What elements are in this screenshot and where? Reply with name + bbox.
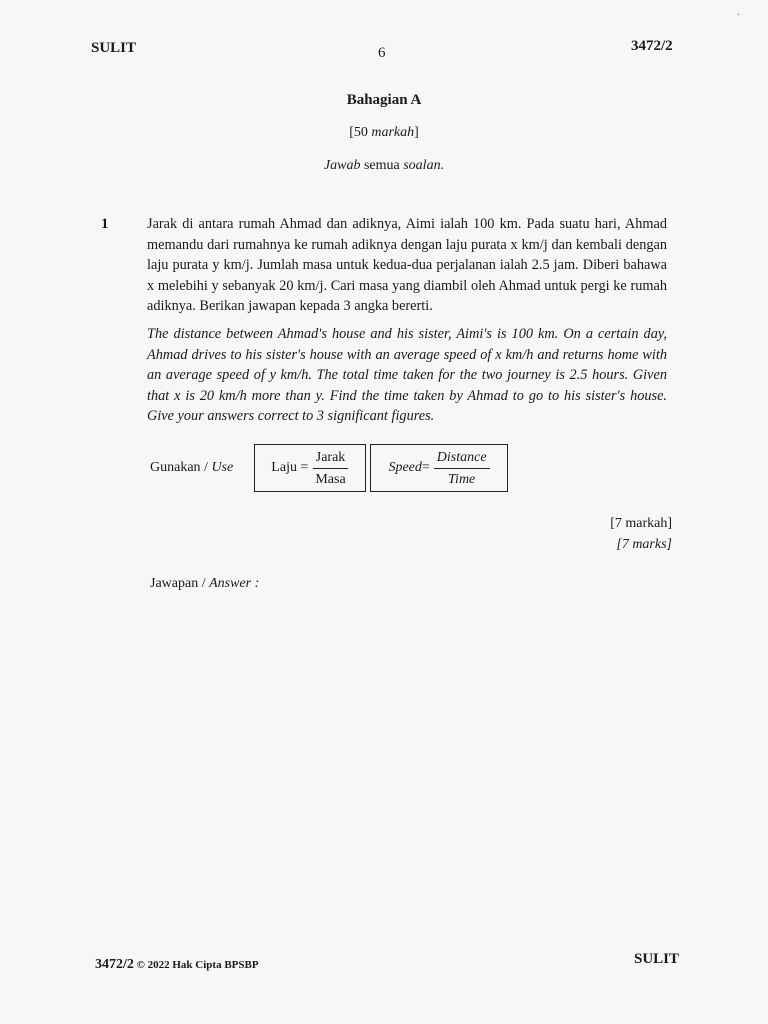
margin-mark: · (737, 10, 741, 21)
formula-malay-fraction (312, 449, 348, 488)
section-title: Bahagian A (346, 92, 422, 108)
section-instruction: Jawab semua soalan. (323, 158, 445, 173)
question-text-english: The distance between Ahmad's house and his sister, Aimi's is 100 km. On a certain day, Ahmad drives to his sister's house with an average speed of x km/h and returns home with an average speed of y km/h. The total time taken for the two journey is 2.5 hours. Given that x is 20 km/h more than y. Find the time taken by Ahmad to go to his sister's house. Give your answers correct to 3 significant figures. (147, 326, 667, 424)
marks-malay: [7 markah] (610, 516, 672, 531)
header-sulit-left: SULIT (91, 40, 137, 56)
marks-english: [7 marks] (616, 537, 672, 552)
page-number: 6 (378, 45, 386, 61)
header-paper-code: 3472/2 (631, 38, 673, 54)
formula-english-denominator: Time (448, 471, 476, 487)
formula-use-label: Gunakan / Use (150, 460, 234, 475)
formula-malay-lhs: Laju = (271, 460, 309, 475)
formula-english-fraction (434, 449, 490, 488)
question-number: 1 (101, 216, 109, 232)
formula-english-lhs: Speed (388, 460, 422, 475)
formula-malay-numerator: Jarak (313, 449, 349, 469)
formula-box-malay (254, 444, 366, 492)
footer-copyright: 3472/2 © 2022 Hak Cipta BPSBP (95, 957, 259, 972)
formula-box-english (370, 444, 508, 492)
formula-english-equals: = (421, 460, 430, 475)
footer-sulit-right: SULIT (634, 951, 680, 967)
formula-english-numerator: Distance (434, 449, 490, 469)
answer-label: Jawapan / Answer : (150, 576, 260, 591)
question-text-malay: Jarak di antara rumah Ahmad dan adiknya, Aimi ialah 100 km. Pada suatu hari, Ahmad memandu dari rumahnya ke rumah adiknya dengan laju purata x km/j dan kembali dengan laju purata y km/j. Jumlah masa untuk kedua-dua perjalanan ialah 2.5 jam. Diberi bahawa x melebihi y sebanyak 20 km/j. Cari masa yang diambil oleh Ahmad untuk pergi ke rumah adiknya. Berikan jawapan kepada 3 angka bererti. (147, 216, 667, 314)
section-marks: [50 markah] (349, 125, 419, 140)
formula-malay-denominator: Masa (315, 471, 346, 487)
